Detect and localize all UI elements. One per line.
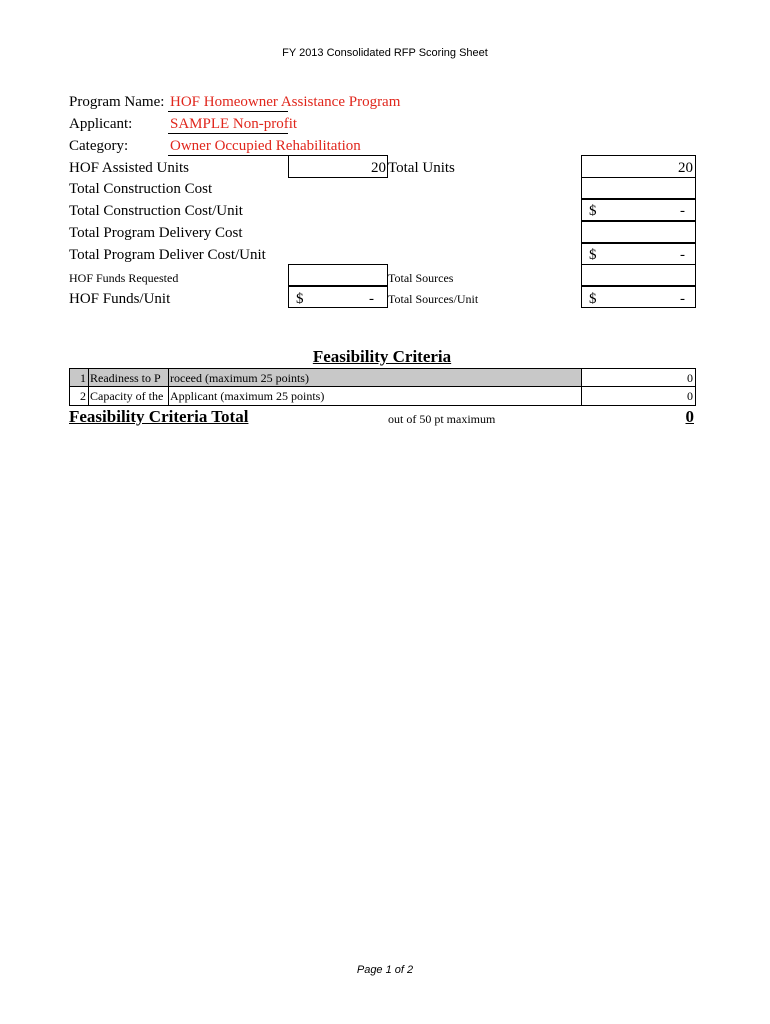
total-units-label: Total Units: [388, 160, 455, 176]
table-divider-num: [88, 368, 89, 405]
criteria-text-part-b: Applicant (maximum 25 points): [170, 389, 325, 403]
hof-assisted-units-value: 20: [371, 160, 386, 176]
total-construction-cost-cell: [581, 177, 696, 199]
total-sources-unit-currency: $: [589, 291, 597, 307]
total-construction-cost-unit-label: Total Construction Cost/Unit: [69, 203, 243, 219]
hof-funds-requested-cell: [288, 264, 388, 286]
table-divider-text: [168, 368, 169, 405]
criteria-text-part-b: roceed (maximum 25 points): [170, 371, 309, 385]
table-border-mid: [69, 386, 696, 387]
total-sources-cell: [581, 264, 696, 286]
hof-funds-unit-label: HOF Funds/Unit: [69, 291, 171, 307]
category-value: Owner Occupied Rehabilitation: [170, 138, 361, 154]
table-border-bottom: [69, 405, 696, 406]
program-name-label: Program Name:: [69, 94, 165, 110]
hof-funds-unit-value: -: [369, 291, 374, 307]
total-program-deliver-cost-unit-value: -: [680, 247, 685, 263]
total-construction-cost-unit-currency: $: [589, 203, 597, 219]
total-construction-cost-label: Total Construction Cost: [69, 181, 213, 197]
category-label: Category:: [69, 138, 129, 154]
total-sources-label: Total Sources: [388, 271, 454, 285]
criteria-text-part-a: Readiness to P: [90, 371, 161, 385]
applicant-value: SAMPLE Non-profit: [170, 116, 298, 132]
feasibility-criteria-title: Feasibility Criteria: [312, 347, 452, 366]
criteria-text-part-a: Capacity of the: [90, 389, 164, 403]
total-program-deliver-cost-unit-label: Total Program Deliver Cost/Unit: [69, 247, 266, 263]
program-name-value: HOF Homeowner Assistance Program: [170, 94, 401, 110]
feasibility-total-note: out of 50 pt maximum: [388, 412, 496, 426]
total-construction-cost-unit-value: -: [680, 203, 685, 219]
total-sources-unit-label: Total Sources/Unit: [388, 292, 479, 306]
page-header-title: FY 2013 Consolidated RFP Scoring Sheet: [282, 47, 488, 59]
applicant-label: Applicant:: [69, 116, 133, 132]
table-border-right: [695, 368, 696, 405]
program-name-underline: [168, 111, 288, 112]
total-program-delivery-cost-label: Total Program Delivery Cost: [69, 225, 243, 241]
hof-funds-unit-currency: $: [296, 291, 304, 307]
criteria-score: 0: [687, 371, 693, 385]
total-program-delivery-cost-cell: [581, 221, 696, 243]
total-units-value: 20: [678, 160, 693, 176]
applicant-underline: [168, 133, 288, 134]
criteria-score: 0: [687, 389, 693, 403]
criteria-number: 1: [80, 371, 86, 385]
feasibility-total-label: Feasibility Criteria Total: [69, 407, 249, 426]
criteria-number: 2: [80, 389, 86, 403]
total-sources-unit-value: -: [680, 291, 685, 307]
total-program-deliver-cost-unit-currency: $: [589, 247, 597, 263]
hof-assisted-units-label: HOF Assisted Units: [69, 160, 190, 176]
page-number: Page 1 of 2: [356, 964, 414, 976]
table-border-top: [69, 368, 696, 369]
feasibility-total-value: 0: [685, 407, 694, 426]
hof-funds-requested-label: HOF Funds Requested: [69, 271, 179, 285]
